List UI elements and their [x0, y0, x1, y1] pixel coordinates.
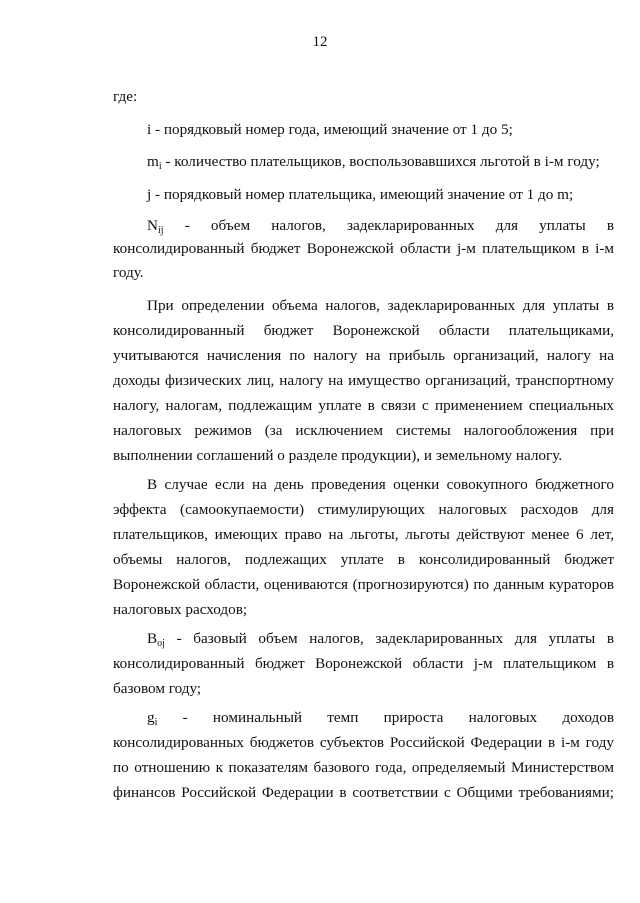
text-line: году.	[113, 264, 144, 281]
text-line: При определении объема налогов, задекларированных для уплаты в	[147, 297, 614, 314]
text-line: выполнении соглашений о разделе продукции), и земельному налогу.	[113, 447, 563, 464]
variable-symbol: m	[147, 153, 159, 170]
text-line	[147, 629, 614, 649]
variable-symbol: B	[147, 630, 158, 647]
text-line: налоговых режимов (за исключением системы налогообложения при	[113, 422, 614, 439]
text-fragment: - базовый объем налогов, задекларированных для уплаты в	[164, 630, 614, 647]
text-line: В случае если на день проведения оценки совокупного бюджетного	[147, 476, 614, 493]
text-line: объемы налогов, подлежащих уплате в консолидированный бюджет	[113, 551, 614, 568]
variable-subscript: ij	[157, 225, 164, 236]
text-line: учитываются начисления по налогу на прибыль организаций, налогу на	[113, 347, 614, 364]
text-line: консолидированный бюджет Воронежской области плательщиками,	[113, 322, 614, 339]
text-line: j - порядковый номер плательщика, имеющий значение от 1 до m;	[147, 186, 574, 203]
page-number: 12	[312, 34, 328, 50]
variable-subscript: i	[154, 717, 158, 728]
text-line: эффекта (самоокупаемости) стимулирующих налоговых расходов для	[113, 501, 614, 518]
text-line: по отношению к показателям базового года, определяемый Министерством	[113, 759, 614, 776]
variable-symbol: g	[147, 709, 155, 726]
text-line: базовом году;	[113, 680, 202, 697]
text-line: где:	[113, 88, 138, 105]
text-line: i - порядковый номер года, имеющий значение от 1 до 5;	[147, 121, 513, 138]
text-line: доходы физических лиц, налогу на имущество организаций, транспортному	[113, 372, 614, 389]
text-line: Воронежской области, оцениваются (прогнозируются) по данным кураторов	[113, 576, 614, 593]
text-line	[147, 152, 600, 172]
text-line: консолидированный бюджет Воронежской области j-м плательщиком в	[113, 655, 614, 672]
text-fragment: - номинальный темп прироста налоговых доходов	[157, 709, 614, 726]
text-line	[147, 216, 614, 236]
text-line: налоговых расходов;	[113, 601, 248, 618]
text-line: финансов Российской Федерации в соответствии с Общими требованиями;	[113, 784, 614, 801]
text-line	[147, 708, 614, 728]
text-fragment: - количество плательщиков, воспользовавшихся льготой в i-м году;	[161, 153, 600, 170]
text-line: консолидированных бюджетов субъектов Российской Федерации в i-м году	[113, 734, 614, 751]
variable-subscript: oj	[157, 638, 165, 649]
text-line: плательщиков, имеющих право на льготы, льготы действуют менее 6 лет,	[113, 526, 614, 543]
text-line: налогу, налогам, подлежащим уплате в связи с применением специальных	[113, 397, 614, 414]
text-fragment: - объем налогов, задекларированных для уплаты в	[163, 217, 614, 234]
variable-symbol: N	[147, 217, 158, 234]
variable-subscript: i	[158, 161, 162, 172]
text-line: консолидированный бюджет Воронежской области j-м плательщиком в i-м	[113, 240, 614, 257]
